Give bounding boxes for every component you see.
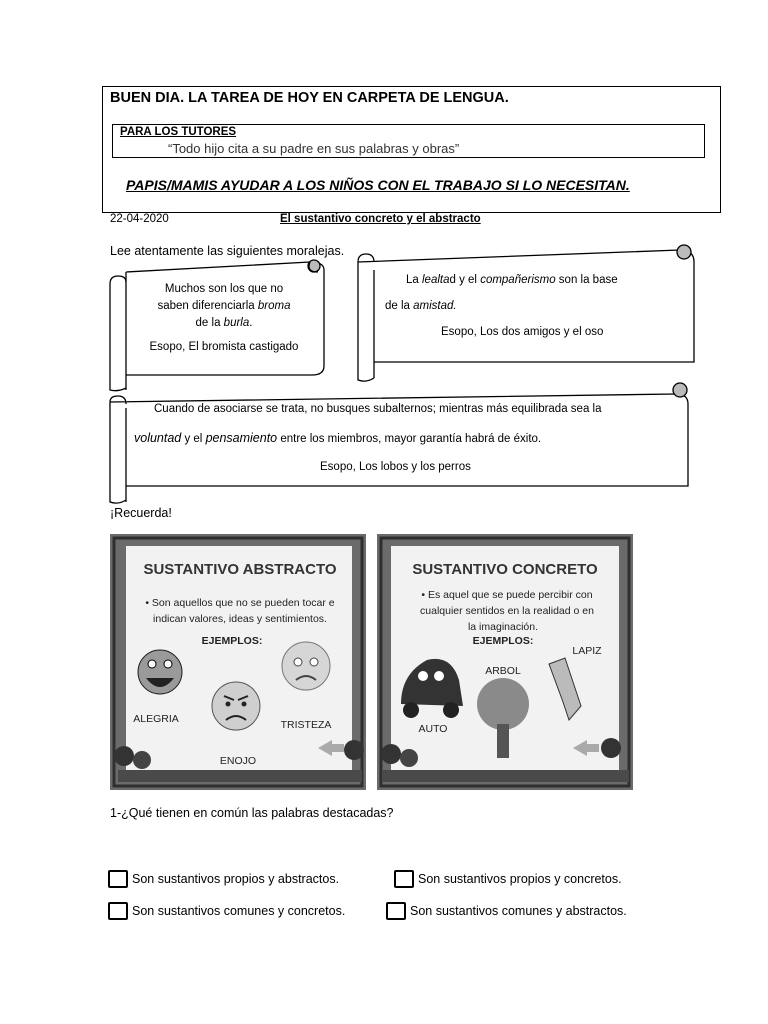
- remember-label: ¡Recuerda!: [110, 506, 172, 520]
- option-3[interactable]: [108, 902, 345, 920]
- abstract-line1: • Son aquellos que no se pueden tocar e: [145, 597, 335, 609]
- checkbox[interactable]: [108, 902, 128, 920]
- sad-face-icon: [282, 642, 330, 690]
- fable-3-line2: voluntad y el pensamiento entre los miembros, mayor garantía habrá de éxito.: [134, 431, 542, 445]
- option-4[interactable]: [386, 902, 627, 920]
- concrete-line1: • Es aquel que se puede percibir con: [421, 589, 593, 601]
- concrete-line2: cualquier sentidos en la realidad o en: [420, 605, 594, 617]
- fable-2-source: Esopo, Los dos amigos y el oso: [441, 326, 604, 338]
- highlight-lealtad: lealta: [422, 274, 450, 286]
- label-tristeza: TRISTEZA: [280, 719, 332, 731]
- fable-3-source: Esopo, Los lobos y los perros: [320, 461, 471, 473]
- concrete-line3: la imaginación.: [467, 621, 539, 633]
- concrete-examples: EJEMPLOS:: [472, 635, 534, 647]
- fable-3: [134, 403, 682, 473]
- label-alegria: ALEGRIA: [133, 713, 179, 725]
- topic-title: El sustantivo concreto y el abstracto: [280, 213, 481, 225]
- page-title: BUEN DIA. LA TAREA DE HOY EN CARPETA DE LENGUA.: [110, 90, 509, 106]
- checkbox[interactable]: [386, 902, 406, 920]
- question: 1-¿Qué tienen en común las palabras destacadas?: [110, 806, 394, 820]
- fable-2-line1: La lealtad y el compañerismo son la base: [406, 274, 618, 286]
- concrete-noun-card: [377, 534, 633, 790]
- highlight-amistad: amistad.: [413, 300, 457, 312]
- abstract-noun-card: [110, 534, 366, 790]
- option-1[interactable]: [108, 870, 339, 888]
- fable-3-line1: Cuando de asociarse se trata, no busques subalternos; mientras más equilibrada sea la: [154, 403, 602, 415]
- highlight-burla: burla: [223, 317, 250, 329]
- parents-note: PAPIS/MAMIS AYUDAR A LOS NIÑOS CON EL TRABAJO SI LO NECESITAN.: [126, 177, 630, 193]
- option-label: Son sustantivos comunes y concretos.: [132, 904, 346, 918]
- label-auto: AUTO: [418, 723, 448, 735]
- option-label: Son sustantivos propios y abstractos.: [132, 872, 340, 886]
- option-2[interactable]: [394, 870, 622, 888]
- highlight-broma: broma: [257, 300, 291, 312]
- highlight-pensamiento: pensamiento: [205, 431, 278, 445]
- concrete-title: SUSTANTIVO CONCRETO: [412, 561, 598, 578]
- happy-face-icon: [138, 650, 182, 694]
- fable-2: [380, 274, 680, 338]
- tutors-label: PARA LOS TUTORES: [120, 126, 237, 138]
- abstract-line2: indican valores, ideas y sentimientos.: [153, 613, 327, 625]
- highlight-voluntad: voluntad: [134, 431, 182, 445]
- label-lapiz: LAPIZ: [572, 645, 602, 657]
- quote: “Todo hijo cita a su padre en sus palabras y obras”: [168, 141, 460, 156]
- label-enojo: ENOJO: [219, 755, 257, 767]
- fable-1: [126, 283, 322, 353]
- highlight-companerismo: compañerismo: [480, 274, 556, 286]
- instruction: Lee atentamente las siguientes moralejas.: [110, 244, 345, 258]
- fable-1-line2: saben diferenciarla broma: [157, 300, 291, 312]
- date: 22-04-2020: [110, 213, 169, 225]
- label-arbol: ARBOL: [485, 665, 521, 677]
- checkbox[interactable]: [108, 870, 128, 888]
- fable-1-line3: de la burla.: [195, 317, 253, 329]
- fable-2-line2: de la amistad.: [385, 300, 457, 312]
- abstract-title: SUSTANTIVO ABSTRACTO: [143, 561, 337, 578]
- abstract-examples: EJEMPLOS:: [201, 635, 263, 647]
- option-label: Son sustantivos comunes y abstractos.: [410, 904, 627, 918]
- fable-1-source: Esopo, El bromista castigado: [149, 341, 299, 353]
- fable-1-line1: Muchos son los que no: [164, 283, 284, 295]
- option-label: Son sustantivos propios y concretos.: [418, 872, 622, 886]
- angry-face-icon: [212, 682, 260, 730]
- checkbox[interactable]: [394, 870, 414, 888]
